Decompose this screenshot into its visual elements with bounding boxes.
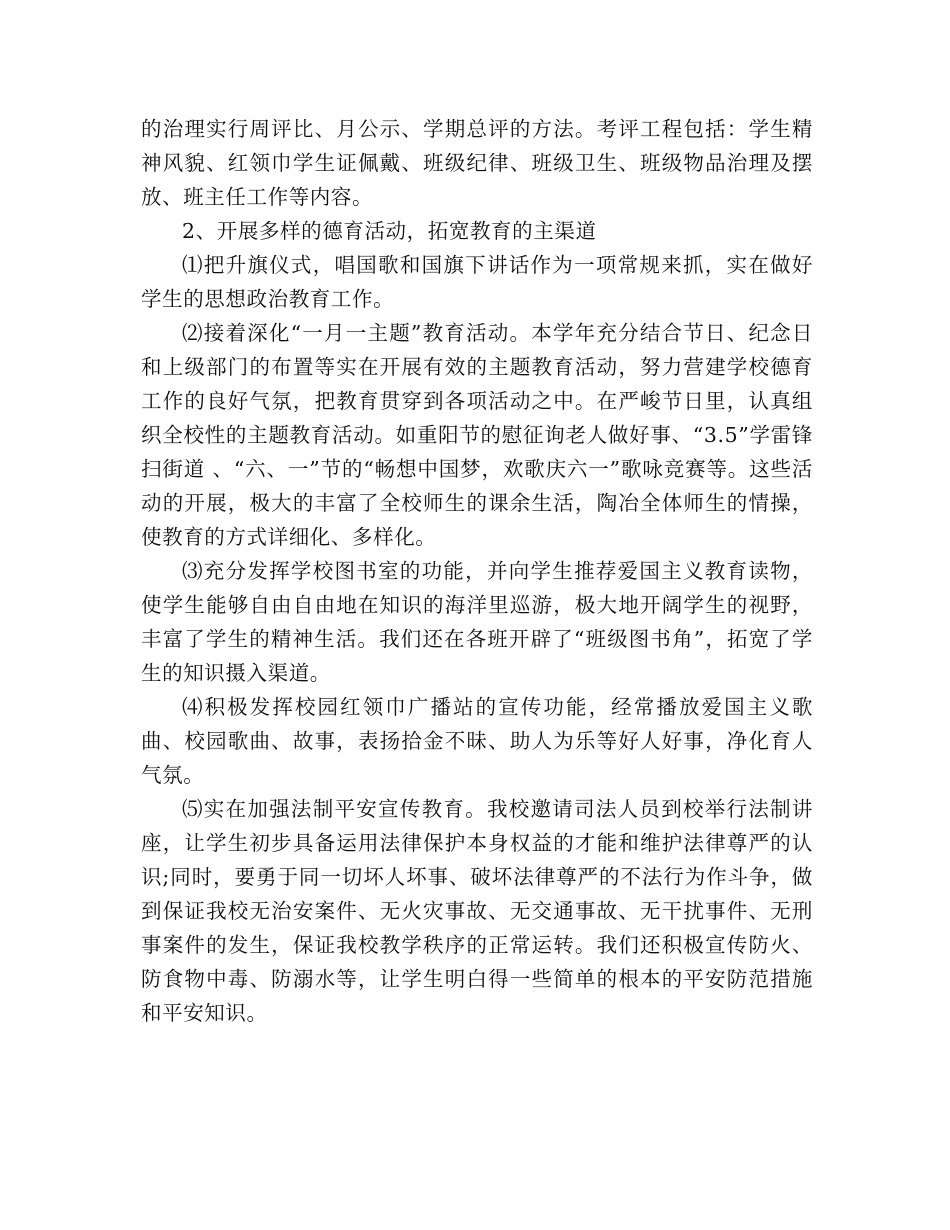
paragraph-item-3: ⑶充分发挥学校图书室的功能，并向学生推荐爱国主义教育读物，使学生能够自由自由地在知识的海洋里巡游，极大地开阔学生的视野，丰富了学生的精神生活。我们还在各班开辟了“班级图书角”，拓宽了学生的知识摄入渠道。 [141,559,813,685]
section-heading-2: 2、开展多样的德育活动，拓宽教育的主渠道 [182,219,597,243]
document-body [141,112,813,1030]
paragraph-item-4: ⑷积极发挥校园红领巾广播站的宣传功能，经常播放爱国主义歌曲、校园歌曲、故事，表扬拾金不昧、助人为乐等好人好事，净化育人气氛。 [141,695,813,787]
paragraph-item-2: ⑵接着深化“一月一主题”教育活动。本学年充分结合节日、纪念日和上级部门的布置等实在开展有效的主题教育活动，努力营建学校德育工作的良好气氛，把教育贯穿到各项活动之中。在严峻节日里，认真组织全校性的主题教育活动。如重阳节的慰征询老人做好事、“3.5”学雷锋扫街道 、“六、一”节的“畅想中国梦，欢歌庆六一”歌咏竞赛等。这些活动的开展，极大的丰富了全校师生的课余生活，陶冶全体师生的情操，使教育的方式详细化、多样化。 [141,321,813,549]
paragraph-item-5: ⑸实在加强法制平安宣传教育。我校邀请司法人员到校举行法制讲座，让学生初步具备运用法律保护本身权益的才能和维护法律尊严的认识;同时，要勇于同一切坏人坏事、破坏法律尊严的不法行为作斗争，做到保证我校无治安案件、无火灾事故、无交通事故、无干扰事件、无刑事案件的发生，保证我校教学秩序的正常运转。我们还积极宣传防火、防食物中毒、防溺水等，让学生明白得一些简单的根本的平安防范措施和平安知识。 [141,797,813,1025]
paragraph-item-1: ⑴把升旗仪式，唱国歌和国旗下讲话作为一项常规来抓，实在做好学生的思想政治教育工作。 [141,253,813,311]
paragraph-continuation: 的治理实行周评比、月公示、学期总评的方法。考评工程包括：学生精神风貌、红领巾学生证佩戴、班级纪律、班级卫生、班级物品治理及摆放、班主任工作等内容。 [141,117,813,209]
